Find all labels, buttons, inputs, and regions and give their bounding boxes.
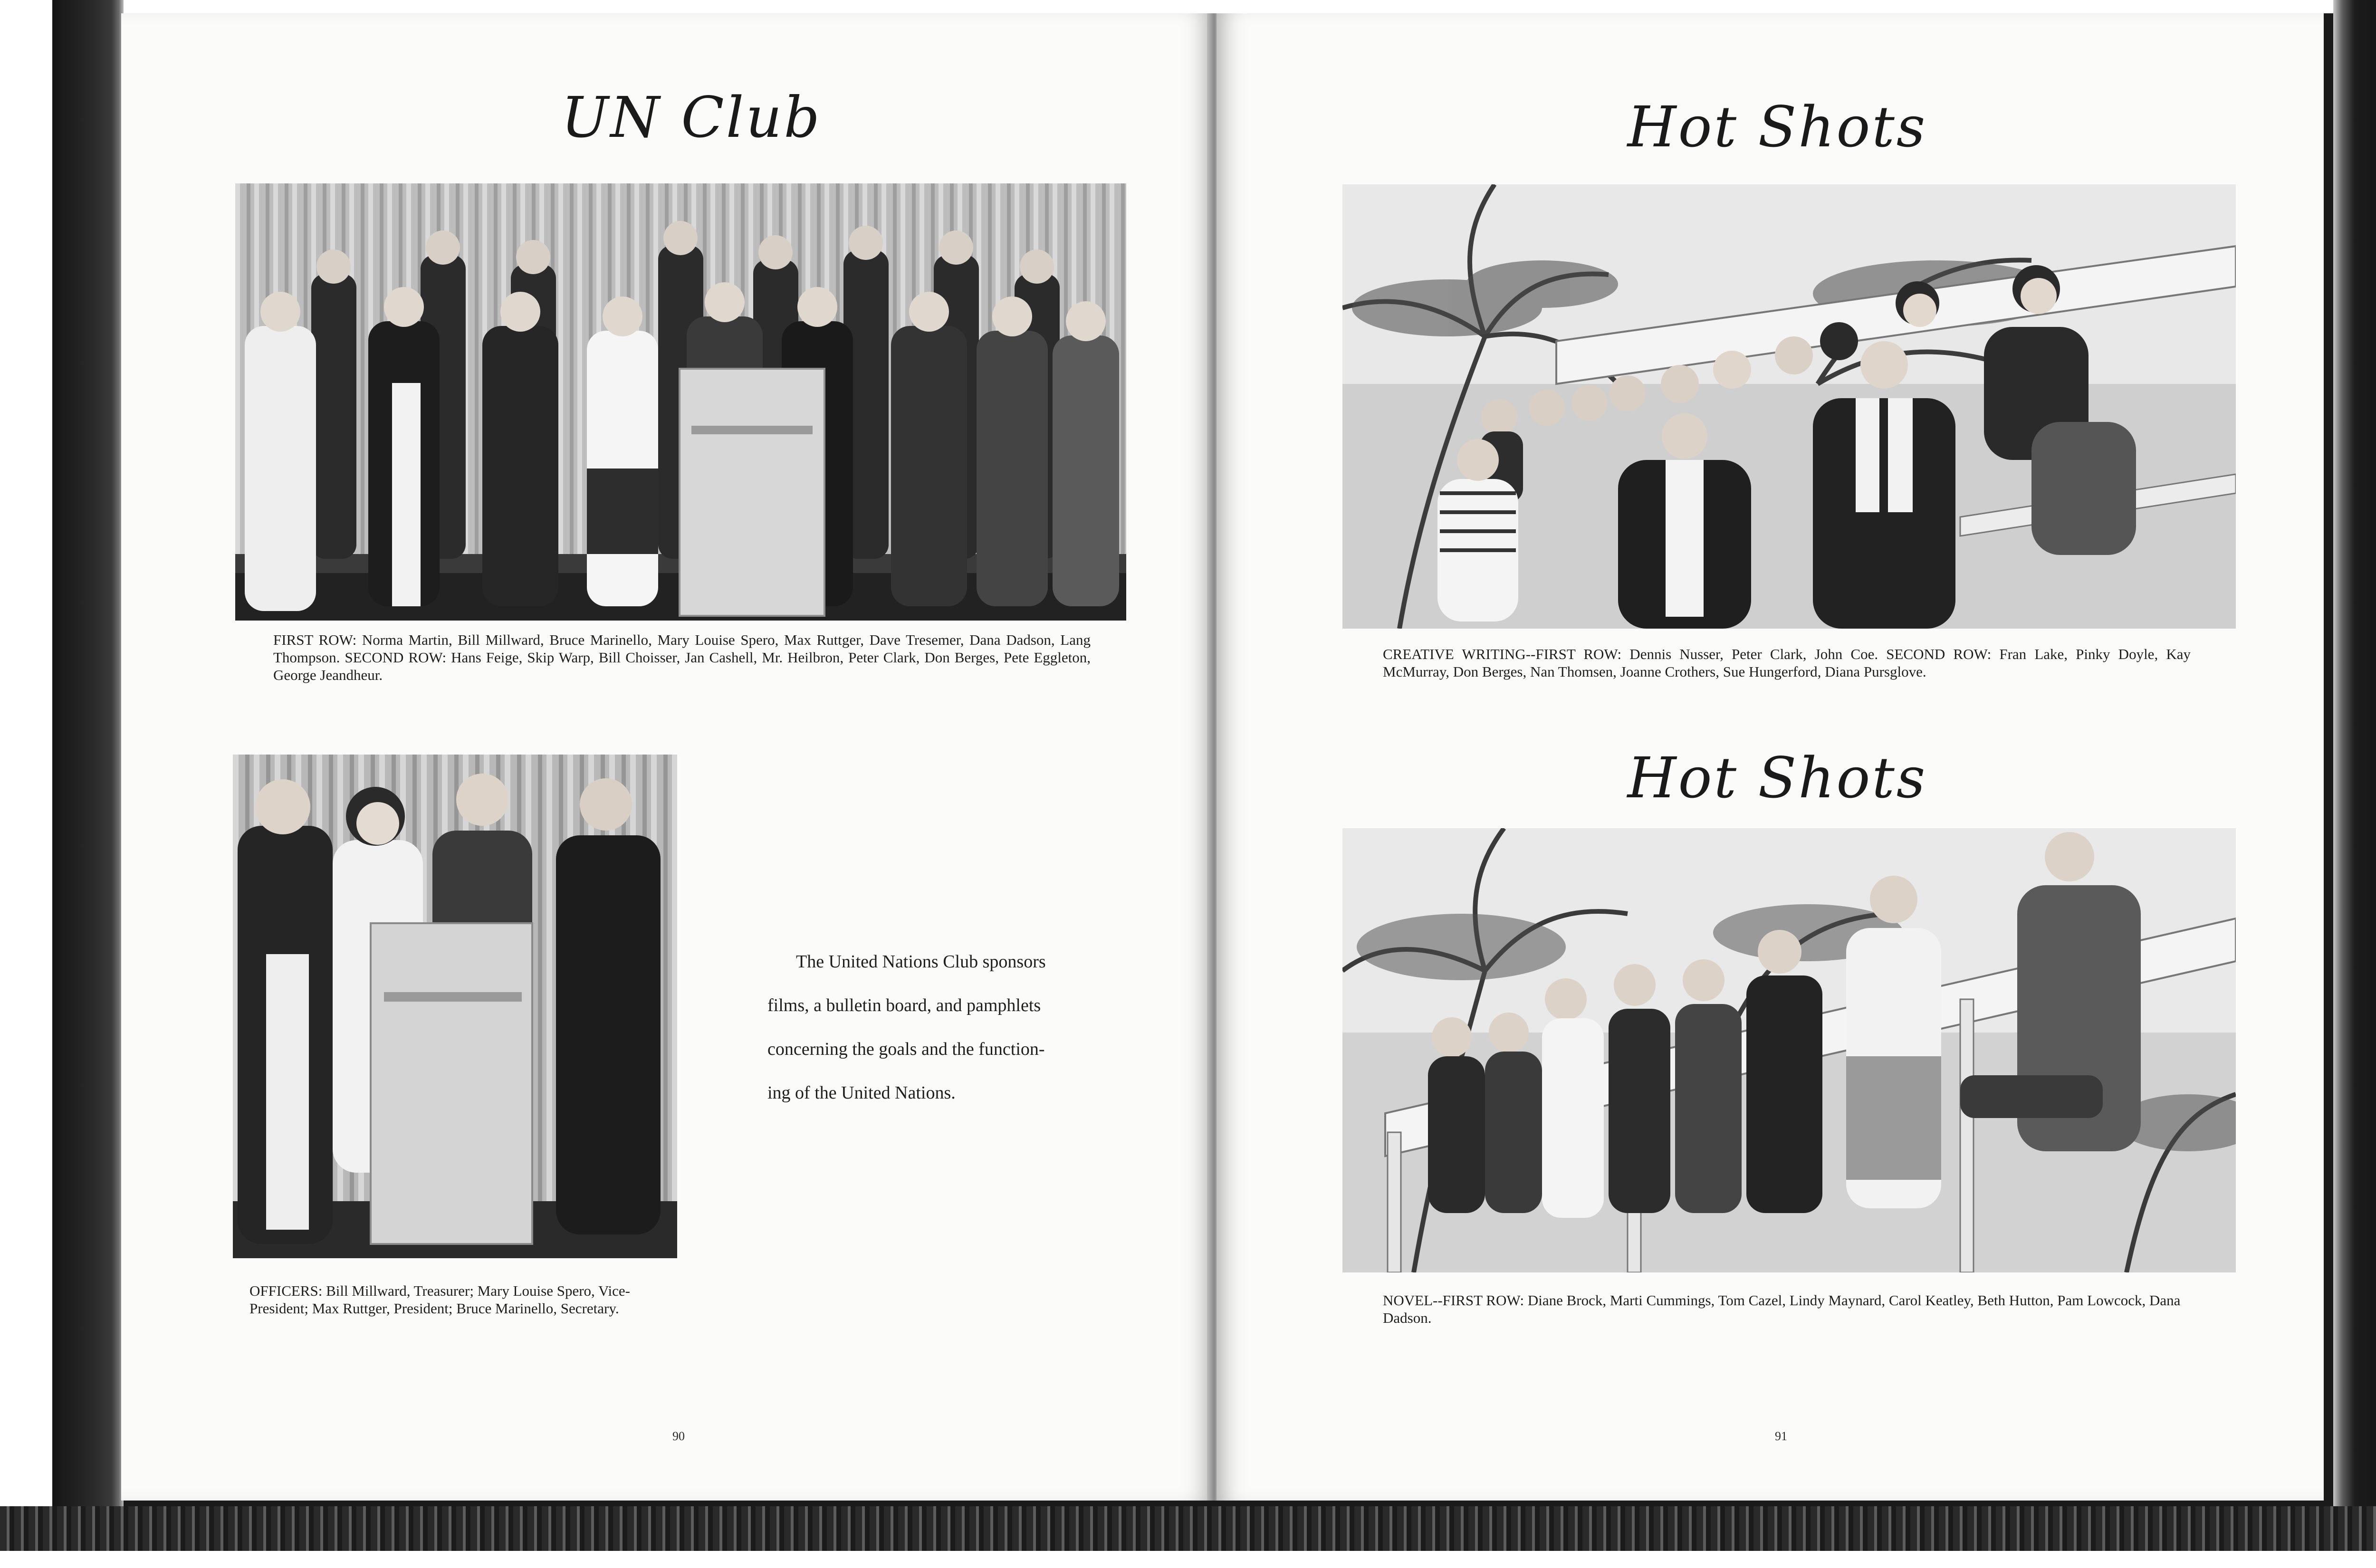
un-club-officers-photo: [233, 755, 677, 1258]
un-club-title: UN Club: [561, 85, 822, 150]
book-cover-left-edge: [0, 0, 124, 1568]
novel-group-photo: [1342, 828, 2236, 1272]
un-club-officers-caption: OFFICERS: Bill Millward, Treasurer; Mary Louise Spero, Vice-President; Max Ruttger, President; Bruce Marinello, Secretary.: [249, 1282, 630, 1317]
right-page: [1217, 13, 2324, 1501]
description-line: concerning the goals and the function-: [767, 1039, 1045, 1059]
description-line: films, a bulletin board, and pamphlets: [767, 995, 1041, 1015]
book-cover-right-edge: [2333, 0, 2376, 1568]
description-line: The United Nations Club sponsors: [796, 952, 1046, 972]
left-page: [121, 13, 1212, 1501]
un-club-description: [767, 940, 1148, 1115]
creative-writing-caption: CREATIVE WRITING--FIRST ROW: Dennis Nusser, Peter Clark, John Coe. SECOND ROW: Fran Lake, Pinky Doyle, Kay McMurray, Don Berges, Nan Thomsen, Joanne Crothers, Sue Hungerford, Diana Pursglove.: [1383, 646, 2191, 680]
hot-shots-title-top: Hot Shots: [1627, 94, 1927, 160]
page-number-right: 91: [1775, 1429, 1787, 1443]
un-club-group-caption: FIRST ROW: Norma Martin, Bill Millward, Bruce Marinello, Mary Louise Spero, Max Ruttger, Dave Tresemer, Dana Dadson, Lang Thompson. SECOND ROW: Hans Feige, Skip Warp, Bill Choisser, Jan Cashell, Mr. Heilbron, Peter Clark, Don Berges, Pete Eggleton, George Jeandheur.: [273, 631, 1091, 683]
novel-caption: NOVEL--FIRST ROW: Diane Brock, Marti Cummings, Tom Cazel, Lindy Maynard, Carol Keatley, Beth Hutton, Pam Lowcock, Dana Dadson.: [1383, 1292, 2181, 1326]
hot-shots-title-bottom: Hot Shots: [1627, 745, 1927, 811]
page-number-left: 90: [672, 1429, 685, 1443]
un-club-group-photo: [235, 183, 1126, 621]
scan-top-edge: [0, 0, 2376, 13]
creative-writing-group-photo: [1342, 184, 2236, 629]
book-bottom-edge: [0, 1506, 2376, 1568]
description-line: ing of the United Nations.: [767, 1083, 956, 1103]
